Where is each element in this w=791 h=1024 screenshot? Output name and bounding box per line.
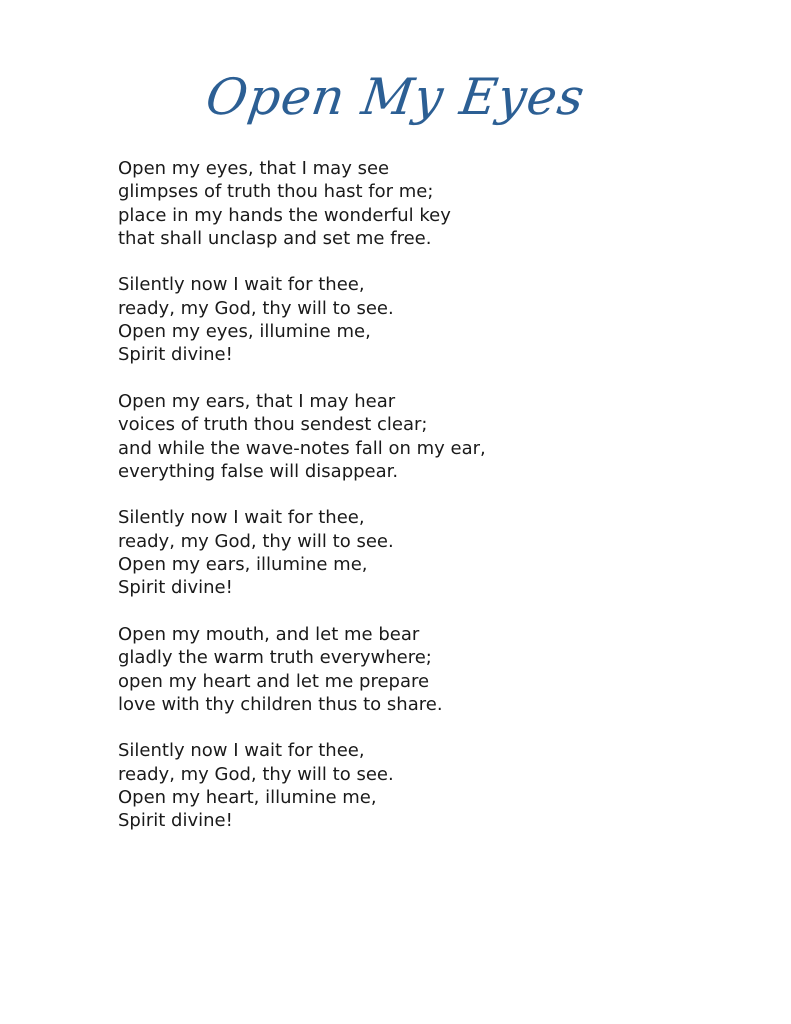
stanza-5	[118, 623, 718, 716]
poem-line: voices of truth thou sendest clear;	[118, 414, 428, 436]
poem-line: ready, my God, thy will to see.	[118, 297, 394, 319]
poem-line: that shall unclasp and set me free.	[118, 227, 432, 249]
poem-line: Silently now I wait for thee,	[118, 740, 365, 762]
poem-line: ready, my God, thy will to see.	[118, 763, 394, 785]
poem-line: Spirit divine!	[118, 577, 233, 599]
poem-body	[118, 157, 718, 856]
poem-line: Spirit divine!	[118, 810, 233, 832]
stanza-1	[118, 157, 718, 250]
stanza-4	[118, 506, 718, 599]
poem-line: ready, my God, thy will to see.	[118, 530, 394, 552]
poem-line: open my heart and let me prepare	[118, 670, 430, 692]
poem-line: Silently now I wait for thee,	[118, 274, 365, 296]
poem-line: Open my mouth, and let me bear	[118, 623, 420, 645]
poem-line: Open my eyes, that I may see	[118, 158, 390, 179]
stanza-2	[118, 273, 718, 366]
poem-line: love with thy children thus to share.	[118, 693, 443, 715]
poem-line: gladly the warm truth everywhere;	[118, 647, 432, 669]
stanza-3	[118, 390, 718, 483]
poem-line: Open my heart, illumine me,	[118, 787, 377, 809]
page-title: Open My Eyes	[202, 68, 589, 126]
poem-line: place in my hands the wonderful key	[118, 204, 451, 226]
poem-line: Open my ears, that I may hear	[118, 390, 396, 412]
poem-line: Open my eyes, illumine me,	[118, 321, 371, 343]
poem-line: everything false will disappear.	[118, 460, 399, 482]
poem-line: Silently now I wait for thee,	[118, 507, 365, 529]
poem-line: Open my ears, illumine me,	[118, 554, 368, 576]
poem-line: Spirit divine!	[118, 344, 233, 366]
stanza-6	[118, 739, 718, 832]
poem-line: glimpses of truth thou hast for me;	[118, 181, 434, 203]
poem-line: and while the wave-notes fall on my ear,	[118, 437, 486, 459]
